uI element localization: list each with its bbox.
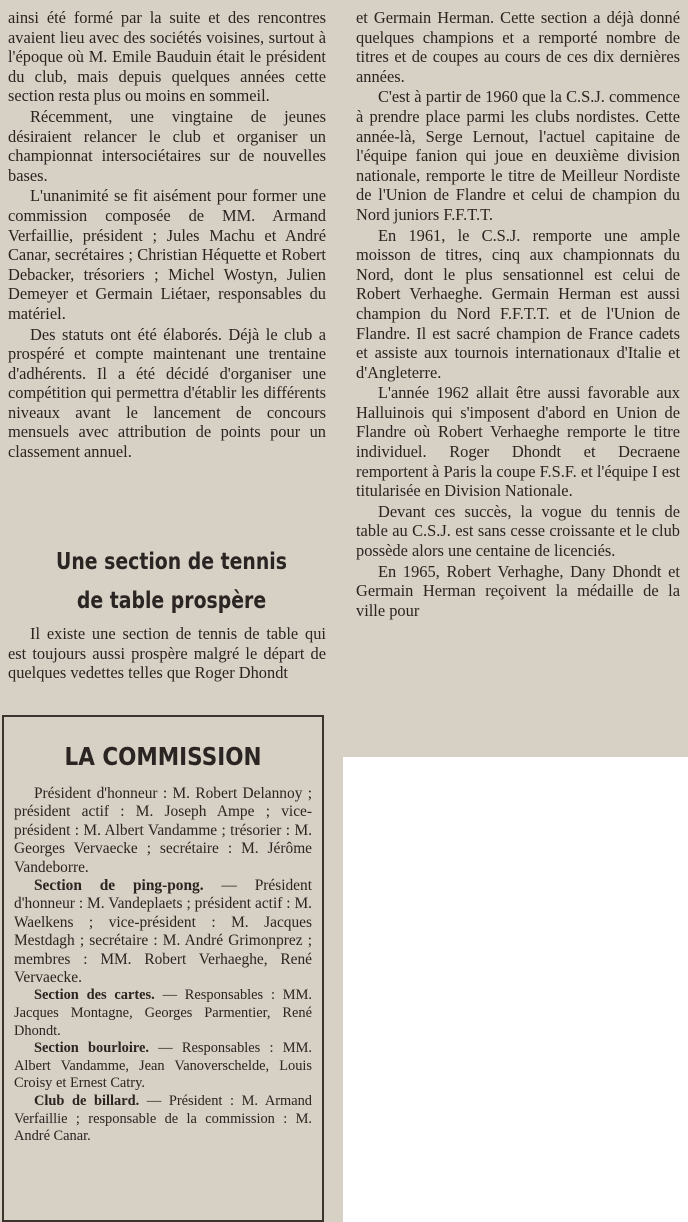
commission-box — [2, 715, 324, 1222]
box-title: LA COMMISSION — [64, 742, 262, 771]
section-text: — Président d'honneur : M. Vandeplaets ; président actif : M. Waelkens ; vice-président : M. Jacques Mestdagh ; secrétaire : M. André Grimonprez ; membres : MM. Robert Verhaeghe, René Vervaecke. — [14, 877, 312, 987]
box-body — [14, 785, 312, 1146]
section-text: — Responsables : MM. Jacques Montagne, Georges Parmentier, René Dhondt. — [14, 987, 312, 1039]
paragraph: Il existe une section de tennis de table qui est toujours aussi prospère malgré le départ de quelques vedettes telles que Roger Dhondt — [8, 624, 326, 683]
paragraph: Des statuts ont été élaborés. Déjà le club a prospéré et compte maintenant une trentaine d'adhérents. Il a été décidé d'organiser une compétition qui permettra d'établir les différents niveaux avant le lancement de concours mensuels avec attribution de points pour un classement annuel. — [8, 324, 326, 462]
article-column-left-mid — [8, 624, 326, 683]
section-headline: de table prospère — [76, 588, 267, 614]
section-text: — Président : M. Armand Verfaillie ; responsable de la commission : M. André Canar. — [14, 1093, 312, 1145]
commission-section — [14, 1093, 312, 1146]
section-lead: Club de billard. — [34, 1093, 140, 1110]
paragraph: Récemment, une vingtaine de jeunes désiraient relancer le club et organiser un championnat intersociétaires sur de nouvelles bases. — [8, 106, 326, 185]
section-lead: Section des cartes. — [34, 987, 155, 1004]
paragraph: Devant ces succès, la vogue du tennis de table au C.S.J. est sans cesse croissante et le club possède alors une centaine de licenciés. — [356, 501, 680, 561]
paragraph: et Germain Herman. Cette section a déjà donné quelques champions et a remporté nombre de titres et de coupes au cours de ces dix dernières années. — [356, 8, 680, 86]
article-column-right — [356, 8, 680, 620]
paragraph: C'est à partir de 1960 que la C.S.J. commence à prendre place parmi les clubs nordistes. Cette année-là, Serge Lernout, l'actuel capitaine de l'équipe fanion qui joue en deuxième division nationale, remporte le titre de Meilleur Nordiste de l'Union de Flandre et celui de champion du Nord juniors F.F.T.T. — [356, 87, 680, 224]
paragraph: L'année 1962 allait être aussi favorable aux Halluinois qui s'imposent d'abord en Union de Flandre où Robert Verhaeghe remporte le titre individuel. Roger Dhondt et Decraene remportent à Paris la coupe F.S.F. et l'équipe I est titularisée en Division Nationale. — [356, 383, 680, 501]
paragraph: En 1965, Robert Verhaghe, Dany Dhondt et Germain Herman reçoivent la médaille de la ville pour — [356, 561, 680, 620]
section-lead: Section bourloire. — [34, 1040, 149, 1057]
commission-intro: Président d'honneur : M. Robert Delannoy ; président actif : M. Joseph Ampe ; vice-président : M. Albert Vandamme ; trésorier : M. Georges Vervaecke ; secrétaire : M. Jérôme Vandeborre. — [14, 785, 312, 876]
commission-section — [14, 987, 312, 1040]
paragraph: ainsi été formé par la suite et des rencontres avaient lieu avec des sociétés voisines, surtout à l'époque où M. Emile Bauduin était le président du club, mais depuis quelques années cette section resta plus ou moins en sommeil. — [8, 8, 326, 106]
commission-section — [14, 1040, 312, 1093]
section-lead: Section de ping-pong. — [34, 877, 204, 895]
paragraph: En 1961, le C.S.J. remporte une ample moisson de titres, cinq aux championnats du Nord, dont le plus sensationnel est celui de Robert Verhaeghe. Germain Herman est aussi champion du Nord F.F.T.T. et de l'Union de Flandre. Il est sacré champion de France cadets et assiste aux tournois internationaux d'Italie et d'Angleterre. — [356, 225, 680, 382]
section-headline: Une section de tennis — [56, 549, 287, 575]
section-text: — Responsables : MM. Albert Vandamme, Jean Vanoverschelde, Louis Croisy et Ernest Catry. — [14, 1040, 312, 1092]
article-column-left-top — [8, 8, 326, 462]
commission-section — [14, 877, 312, 987]
paragraph: L'unanimité se fit aisément pour former une commission composée de MM. Armand Verfaillie, président ; Jules Machu et André Canar, secrétaires ; Christian Héquette et Robert Debacker, trésoriers ; Michel Wostyn, Julien Demeyer et Germain Liétaer, responsables du matériel. — [8, 186, 326, 323]
